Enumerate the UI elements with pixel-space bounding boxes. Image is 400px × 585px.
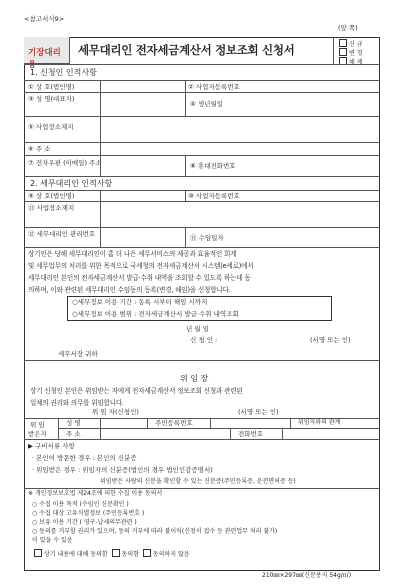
agent-addr-label: ⑪ 사업장소재지 <box>28 204 75 212</box>
privacy-item-5: 이 있을 수 있음 <box>32 537 73 544</box>
delegator-sign-hint: (서명 또는 인) <box>238 408 279 416</box>
delegatee-rrn-label: 주민등록번호 <box>155 419 193 427</box>
front-side-label: (앞 쪽) <box>338 24 358 32</box>
agree-yes-checkbox[interactable] <box>112 549 120 557</box>
usage-period: ○세무정보 이용 기간 : 동록 시부터 해임 시까지 <box>72 298 208 306</box>
apply-change-option[interactable]: 변 경 <box>337 48 363 57</box>
form-reference: <참고서식9> <box>24 15 65 23</box>
apply-cancel-option[interactable]: 해 제 <box>337 57 363 66</box>
purpose-line-3: 세무대리인 본인의 전자세금계산서 발급·수취 내역을 조회할 수 있도록 하는데 동 <box>28 274 251 282</box>
apply-new-option[interactable]: 신 규 <box>337 39 363 48</box>
docs-line-1: · 본인이 방문한 경우 : 본인의 신분증 <box>32 454 137 462</box>
paper-spec-footer: 210㎜×297㎜(신문용지 54g/㎡) <box>262 572 352 579</box>
privacy-item-3: ○ 보유 이용 기간 ( 영구-납세의무관련 ) <box>32 519 137 526</box>
delegatee-addr-label: 주 소 <box>66 430 81 438</box>
docs-line-3: 위임받은 사람의 신분을 확인할 수 있는 신분증(주민등록증, 운전면허증 등) <box>100 478 296 485</box>
purpose-line-4: 의하며, 이와 관련된 세무대리인 수임동의 등록(변경, 해임)을 신청합니다. <box>28 286 231 294</box>
applicant-rep-label: ③ 성 명(대표자) <box>28 95 75 103</box>
privacy-item-4: ○ 동의를 거부할 권리가 있으며, 동의 거부에 따라 불이익(신청서 접수 등 관련업무 처리 불가) <box>32 528 278 535</box>
agent-bizno-label: ⑩ 사업자등록번호 <box>188 192 240 200</box>
privacy-item-1: ○ 수집 이용 목적 (수임인 신분확인 ) <box>32 501 129 508</box>
date-line: 년 월 일 <box>186 325 209 333</box>
applicant-email-label: ⑦ 전자우편 (이메일) 주소 <box>28 159 102 167</box>
applicant-addr-label: ⑤ 사업장소재지 <box>28 123 74 131</box>
agree-no-checkbox[interactable] <box>143 549 151 557</box>
applicant-bizno-label: ② 사업자등록번호 <box>188 83 240 91</box>
purpose-line-2: 및 세무업무의 처리를 위한 목적으로 국세청의 전자세금계산서 시스템(e세로)에서 <box>28 262 254 270</box>
applicant-mobile-label: ⑧ 휴대전화번호 <box>190 162 236 170</box>
delegatee-relation-label: 위임자와의 관계 <box>298 419 341 426</box>
usage-scope: ○세무정보 이용 범위 : 전자세금계산서 발급·수취 내역조회 <box>72 310 239 318</box>
delegatee-name-label: 성 명 <box>66 419 81 427</box>
agent-mgmt-label: ⑫ 세무대리인 관리번호 <box>28 230 96 238</box>
tax-agent-badge: 기장대리용 <box>24 37 70 64</box>
privacy-item-2: ○ 수집 대상 고유식별정보 (주민등록번호 ) <box>32 510 145 517</box>
applicant-sign-hint: (서명 또는 인) <box>310 336 351 344</box>
applicant-sign-label: 신 청 인 : <box>190 336 218 344</box>
agent-name-label: ⑨ 상 호(법인명) <box>28 192 75 200</box>
agree-checkbox-main[interactable] <box>34 549 42 557</box>
applicant-birth-label: ④ 생년월일 <box>190 100 224 108</box>
form-title: 세무대리인 전자세금계산서 정보조회 신청서 <box>78 43 295 57</box>
agent-date-label: ⑬ 수임일자 <box>190 234 224 242</box>
delegator-label: 위 임 자(신청인) <box>92 408 139 416</box>
purpose-line-1: 상기인은 당해 세무대리인이 홈 더 나은 세무서비스의 제공과 효율적인 회계 <box>28 250 237 258</box>
applicant-home-label: ⑥ 주 소 <box>28 145 51 153</box>
delegation-text-2: 일체의 권리와 의무를 위임합니다. <box>30 399 124 407</box>
privacy-title: ※ 개인정보보호법 제24조에 의한 수집 이용 동의서 <box>28 490 163 497</box>
privacy-agree-row: 상기 내용에 대해 동의함 동의함 동의하지 않음 <box>32 549 190 558</box>
docs-title: ▶ 구비서류 사항 <box>28 442 75 450</box>
docs-line-2: · 위임받은 경우 : 위임자의 신분증(법인의 경우 법인인감증명서) <box>32 466 213 474</box>
applicant-name-label: ① 상 호(법인명) <box>28 83 75 91</box>
delegatee-row-label-1: 위 임 <box>30 421 45 429</box>
agent-section-header: 2. 세무대리인 인적사항 <box>30 179 113 188</box>
delegation-text-1: 상기 신청인 본인은 위임받는 자에게 전자세금계산서 정보조회 신청과 관련된 <box>30 387 243 395</box>
delegatee-row-label-2: 받은자 <box>28 430 47 438</box>
delegation-title: 위 임 장 <box>180 374 209 383</box>
applicant-section-header: 1. 신청인 인적사항 <box>30 68 97 77</box>
office-to: 세무서장 귀하 <box>58 350 98 358</box>
delegatee-phone-label: 전화번호 <box>238 430 264 438</box>
